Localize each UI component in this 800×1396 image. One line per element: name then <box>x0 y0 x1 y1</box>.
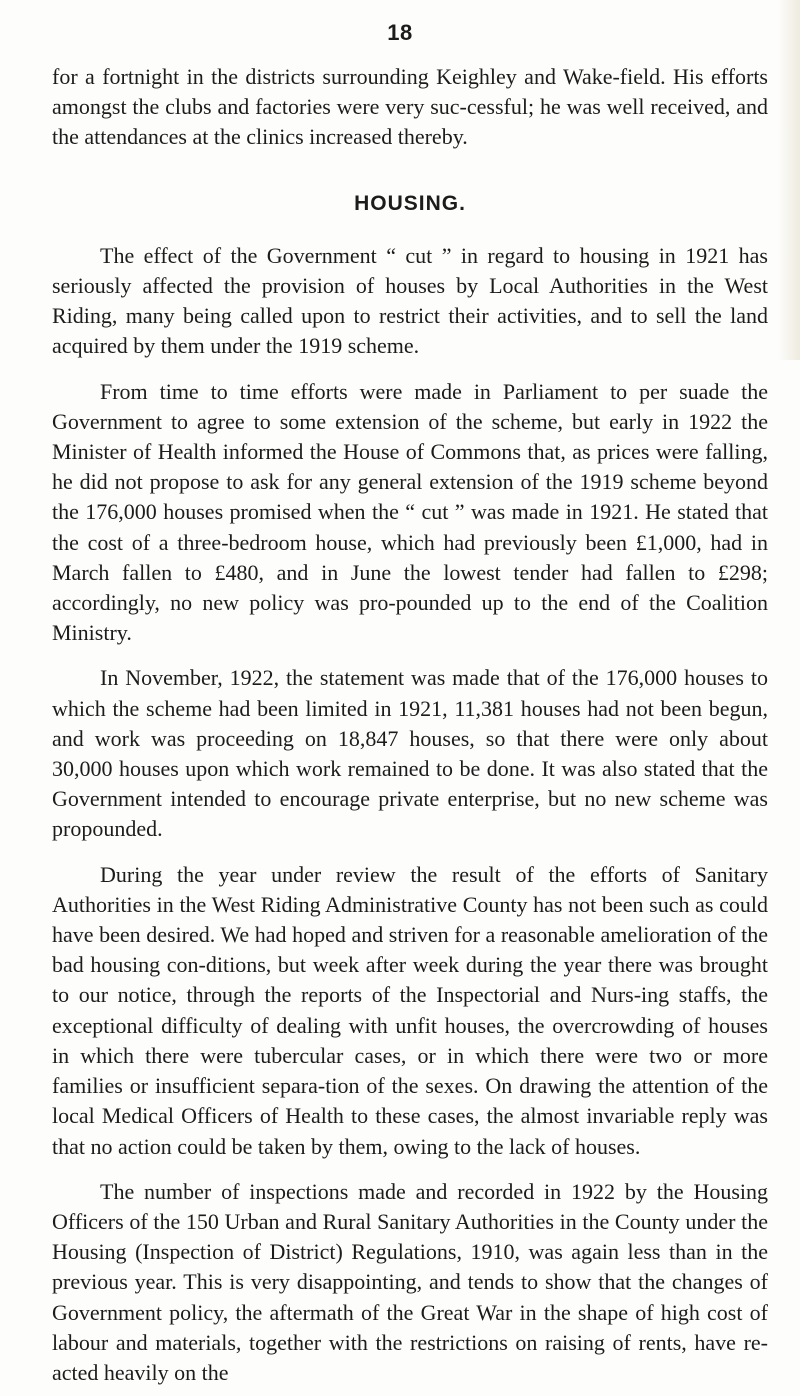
paragraph-november-statement: In November, 1922, the statement was made that of the 176,000 houses to which the scheme had been limited in 1921, 11,381 houses had not been begun, and work was proceeding on 18,847 houses, so that there were only about 30,000 houses upon which work remained to be done. It was also stated that the Government intended to encourage private enterprise, but no new scheme was propounded. <box>52 665 768 842</box>
page-body <box>52 62 768 1388</box>
paragraph-parliament-efforts: From time to time efforts were made in Parliament to per suade the Government to agree to some extension of the scheme, but early in 1922 the Minister of Health informed the House of Commons that, as prices were falling, he did not propose to ask for any general extension of the 1919 scheme beyond the 176,000 houses promised when the “ cut ” was made in 1921. He stated that the cost of a three-bedroom house, which had previously been £1,000, had in March fallen to £480, and in June the lowest tender had fallen to £298; accordingly, no new policy was pro-pounded up to the end of the Coalition Ministry. <box>52 378 768 646</box>
section-heading: HOUSING. <box>354 191 466 215</box>
paragraph-year-under-review: During the year under review the result of the efforts of Sanitary Authorities in the West Riding Administrative County has not been such as could have been desired. We had hoped and striven for a reasonable amelioration of the bad housing con-ditions, but week after week during the year there was brought to our notice, through the reports of the Inspectorial and Nurs-ing staffs, the exceptional difficulty of dealing with unfit houses, the overcrowding of houses in which there were tubercular cases, or in which there were two or more families or insufficient separa-tion of the sexes. On drawing the attention of the local Medical Officers of Health to these cases, the almost invariable reply was that no action could be taken by them, owing to the lack of houses. <box>52 861 768 1159</box>
paragraph-inspections: The number of inspections made and recorded in 1922 by the Housing Officers of the 150 Urban and Rural Sanitary Authorities in the County under the Housing (Inspection of District) Regulations, 1910, was again less than in the previous year. This is very disappointing, and tends to show that the changes of Government policy, the aftermath of the Great War in the shape of high cost of labour and materials, together with the restrictions on raising of rents, have re-acted heavily on the <box>52 1178 768 1385</box>
paragraph-housing-cut: The effect of the Government “ cut ” in regard to housing in 1921 has seriously affected the provision of houses by Local Authorities in the West Riding, many being called upon to restrict their activities, and to sell the land acquired by them under the 1919 scheme. <box>52 242 768 359</box>
page-edge-shadow <box>778 0 800 360</box>
page-number: 18 <box>387 20 413 45</box>
intro-paragraph: for a fortnight in the districts surrounding Keighley and Wake-field. His efforts amongst the clubs and factories were very suc-cessful; he was well received, and the attendances at the clinics increased thereby. <box>52 64 768 150</box>
